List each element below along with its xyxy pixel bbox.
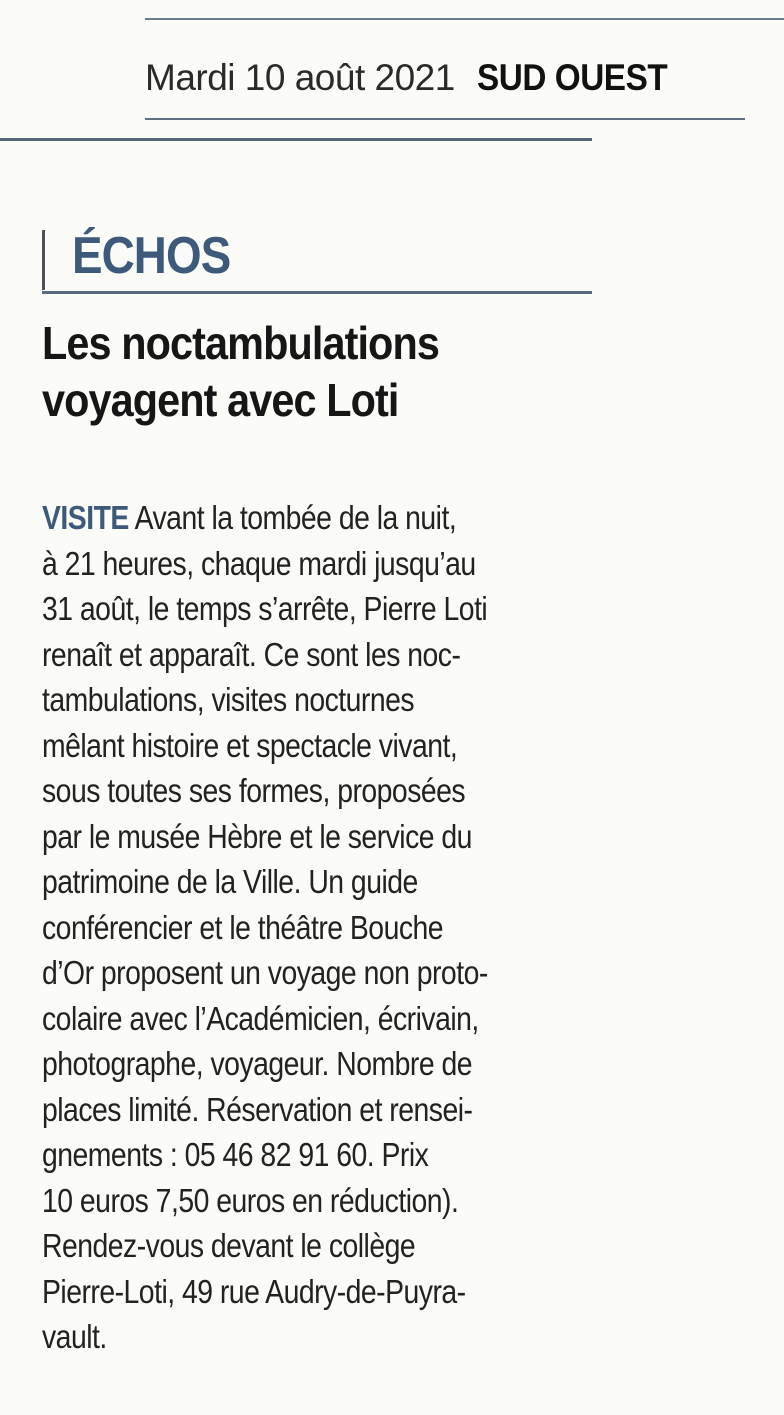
body-line: sous toutes ses formes, proposées [42, 772, 466, 809]
body-line: mêlant histoire et spectacle vivant, [42, 726, 458, 764]
section-label: ÉCHOS [72, 227, 231, 285]
body-line: 10 euros 7,50 euros en réduction). [42, 1181, 459, 1219]
body-line: places limité. Réservation et rensei- [42, 1090, 473, 1128]
body-line: à 21 heures, chaque mardi jusqu’au [42, 544, 476, 582]
body-line: Rendez-vous devant le collège [42, 1227, 416, 1264]
body-line: photographe, voyageur. Nombre de [42, 1045, 472, 1082]
section-underline [42, 291, 592, 294]
body-line: vault. [42, 1318, 107, 1355]
body-line: d’Or proposent un voyage non proto- [42, 954, 488, 991]
headline-line: voyagent avec Loti [42, 374, 399, 426]
column-divider-rule [0, 138, 592, 141]
article-headline [42, 315, 546, 429]
body-line: tambulations, visites nocturnes [42, 681, 415, 718]
header-bottom-rule [145, 118, 745, 120]
body-line: colaire avec l’Académicien, écrivain, [42, 999, 479, 1037]
section-heading [42, 228, 592, 294]
article-body [42, 495, 587, 1360]
section-marker-bar [42, 230, 45, 290]
body-line: Pierre-Loti, 49 rue Audry-de-Puyra- [42, 1272, 466, 1310]
body-line-text: Avant la tombée de la nuit, [128, 499, 457, 536]
page-header [145, 52, 745, 104]
publication-date: Mardi 10 août 2021 [145, 57, 455, 98]
article-kicker: VISITE [42, 499, 129, 536]
body-line: 31 août, le temps s’arrête, Pierre Loti [42, 590, 488, 627]
header-top-rule [145, 18, 784, 20]
body-line: renaît et apparaît. Ce sont les noc- [42, 635, 461, 673]
headline-line: Les noctambulations [42, 317, 439, 369]
body-line: par le musée Hèbre et le service du [42, 817, 472, 855]
body-line: gnements : 05 46 82 91 60. Prix [42, 1136, 429, 1173]
body-line: conférencier et le théâtre Bouche [42, 908, 444, 946]
body-line: patrimoine de la Ville. Un guide [42, 863, 418, 900]
body-line [42, 495, 511, 541]
newspaper-masthead: SUD OUEST [476, 57, 668, 98]
